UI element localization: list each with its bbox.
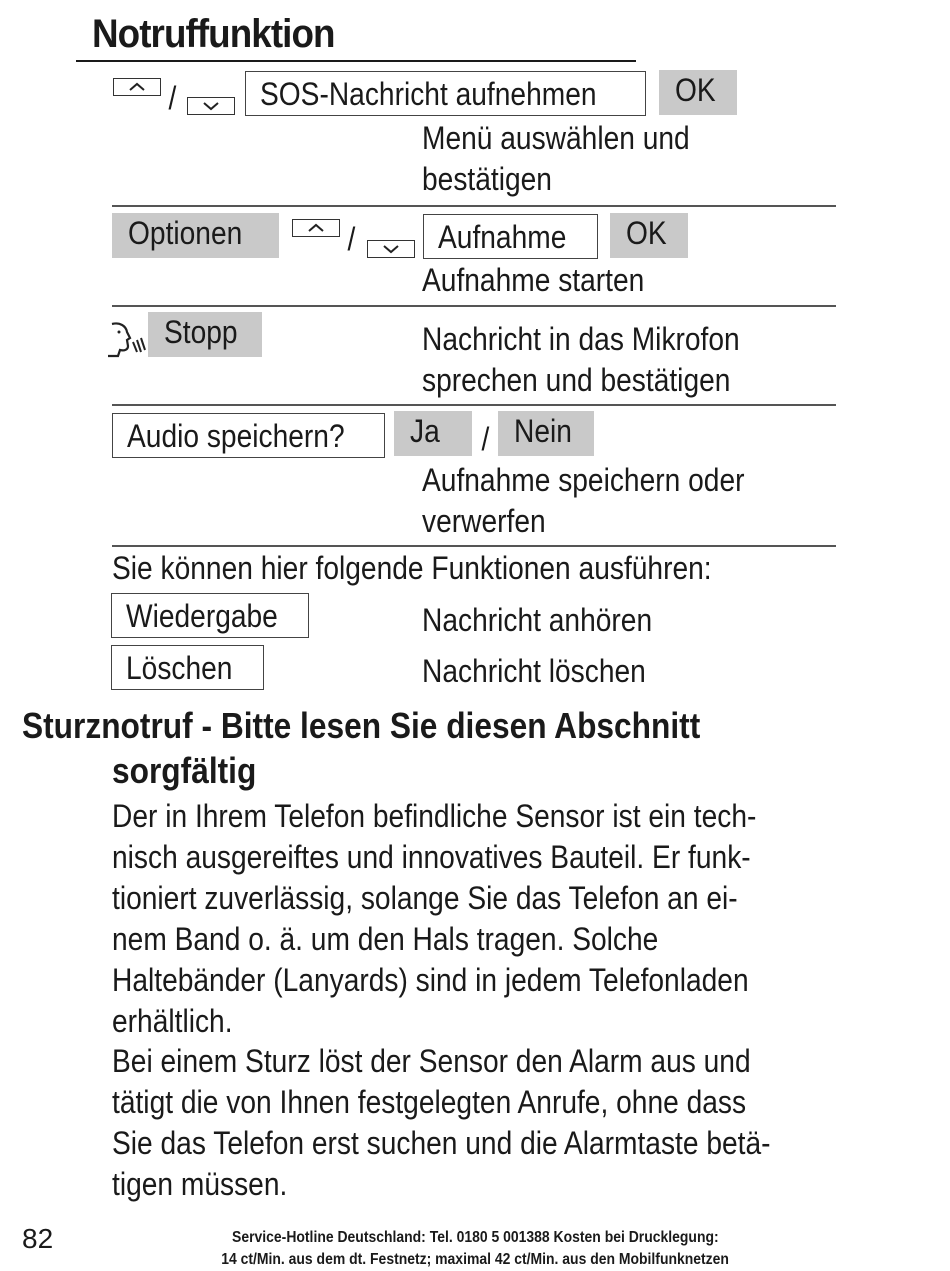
title-underline: [76, 60, 636, 62]
stop-description-line2: sprechen und bestätigen: [422, 362, 731, 398]
ok-button[interactable]: OK: [610, 213, 688, 258]
save-description-line1: Aufnahme speichern oder: [422, 462, 745, 498]
menu-description-line2: bestätigen: [422, 161, 552, 197]
save-audio-prompt: Audio speichern?: [112, 413, 385, 458]
down-key-icon[interactable]: [187, 97, 235, 115]
menu-description-line1: Menü auswählen und: [422, 120, 690, 156]
yes-softkey[interactable]: Ja: [394, 411, 472, 456]
playback-description: Nachricht anhören: [422, 602, 653, 638]
section-heading-line2: sorgfältig: [112, 750, 257, 791]
footer-line2: 14 ct/Min. aus dem dt. Festnetz; maximal 42 ct/Min. aus den Mobilfunknetzen: [221, 1251, 729, 1268]
up-key-icon[interactable]: [292, 219, 340, 237]
save-description-line2: verwerfen: [422, 503, 546, 539]
speaking-head-icon: [104, 318, 148, 362]
page-title: Notruffunktion: [92, 12, 335, 56]
footer-rates: [0, 1249, 950, 1271]
ok-button[interactable]: OK: [659, 70, 737, 115]
page-number: 82: [22, 1223, 54, 1254]
separator-slash: /: [168, 80, 177, 116]
row-divider: [112, 545, 836, 547]
separator-slash: /: [347, 221, 356, 257]
separator-slash: /: [481, 421, 490, 457]
record-description: Aufnahme starten: [422, 262, 645, 298]
sos-message-record-menu[interactable]: SOS-Nachricht aufnehmen: [245, 71, 646, 116]
functions-intro: Sie können hier folgende Funktionen ausführen:: [112, 550, 712, 586]
delete-menu-item[interactable]: Löschen: [111, 645, 264, 690]
footer-line1: Service-Hotline Deutschland: Tel. 0180 5 001388 Kosten bei Drucklegung:: [231, 1229, 719, 1246]
playback-menu-item[interactable]: Wiedergabe: [111, 593, 309, 638]
paragraph-fall-alarm: Bei einem Sturz löst der Sensor den Alarm aus und tätigt die von Ihnen festgelegten Anrufe, ohne dass Sie das Telefon erst suchen und die Alarmtaste betä- tigen müssen.: [112, 1043, 771, 1202]
recording-menu-item[interactable]: Aufnahme: [423, 214, 598, 259]
down-key-icon[interactable]: [367, 240, 415, 258]
stop-description-line1: Nachricht in das Mikrofon: [422, 321, 740, 357]
row-divider: [112, 305, 836, 307]
no-softkey[interactable]: Nein: [498, 411, 594, 456]
footer-hotline: [0, 1227, 950, 1249]
delete-description: Nachricht löschen: [422, 653, 646, 689]
row-divider: [112, 404, 836, 406]
section-heading: Sturznotruf - Bitte lesen Sie diesen Abschnitt: [22, 705, 701, 746]
stop-softkey[interactable]: Stopp: [148, 312, 262, 357]
options-softkey[interactable]: Optionen: [112, 213, 279, 258]
paragraph-sensor-info: Der in Ihrem Telefon befindliche Sensor ist ein tech- nisch ausgereiftes und innovatives Bauteil. Er funk- tioniert zuverlässig, solange Sie das Telefon an ei- nem Band o. ä. um den Hals tragen. Solche Haltebänder (Lanyards) sind in jedem Telefonladen erhältlich.: [112, 798, 757, 1039]
up-key-icon[interactable]: [113, 78, 161, 96]
row-divider: [112, 205, 836, 207]
